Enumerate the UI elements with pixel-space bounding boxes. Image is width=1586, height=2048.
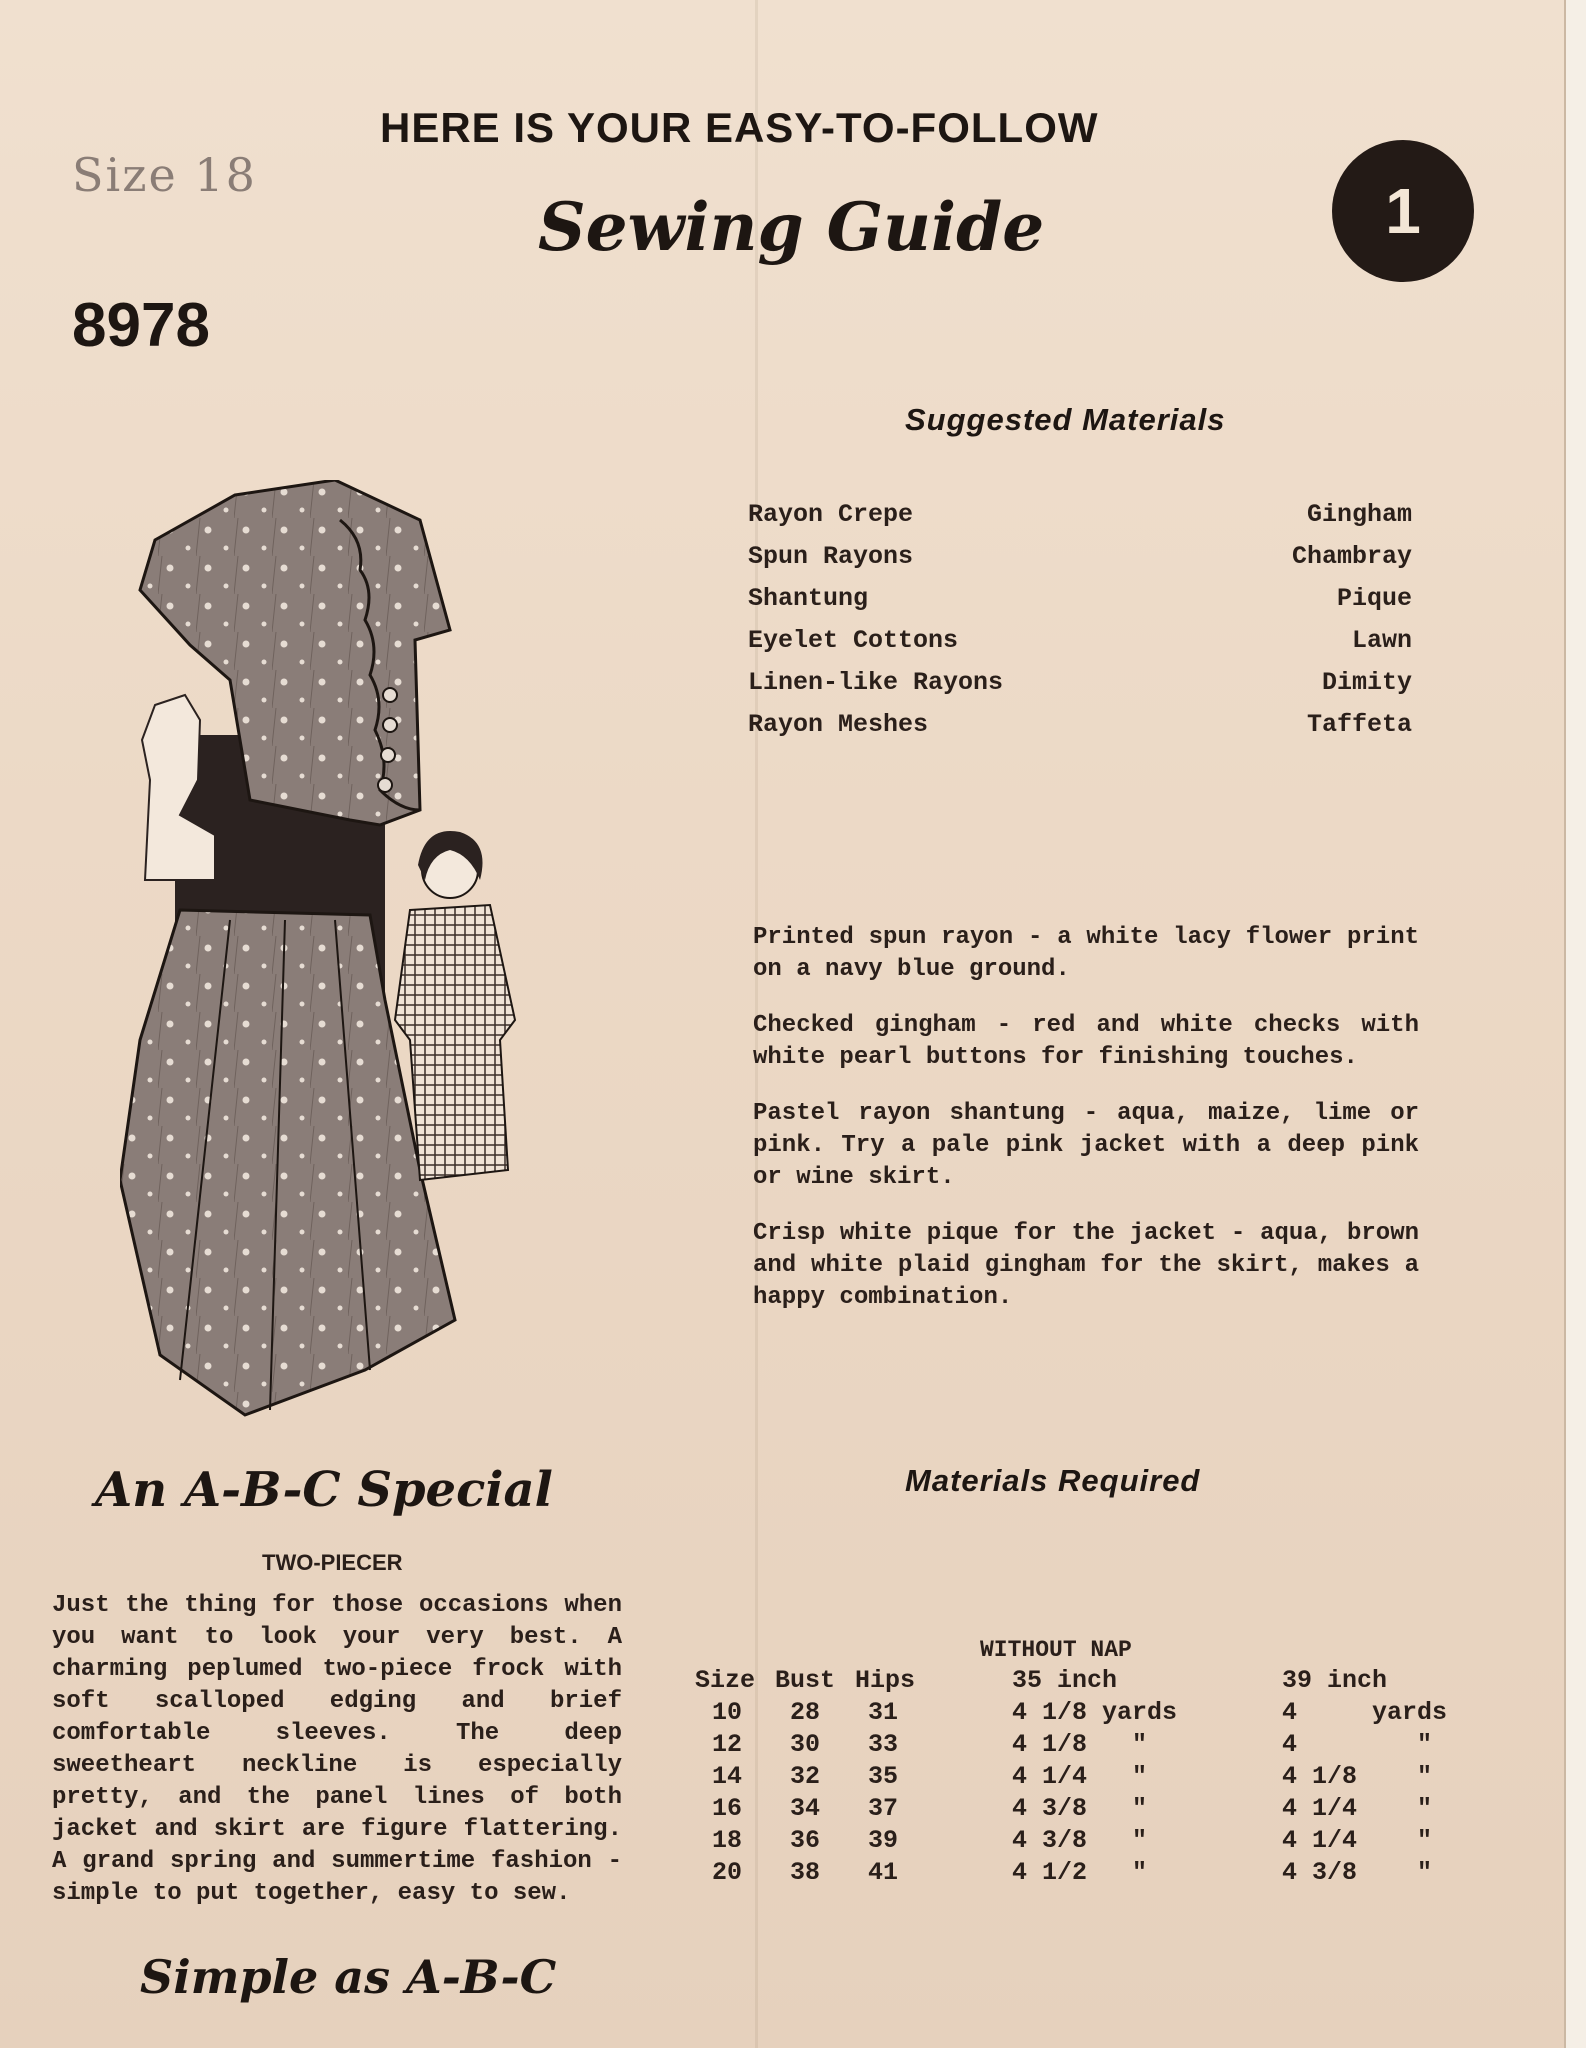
cell-yards-35: 4 1/8 " bbox=[1012, 1730, 1148, 1759]
materials-required-heading: Materials Required bbox=[905, 1463, 1201, 1498]
size-stamp: Size 18 bbox=[72, 148, 257, 202]
cell-yards-39: 4 3/8 " bbox=[1282, 1858, 1433, 1887]
fashion-illustration bbox=[120, 480, 570, 1420]
cell-yards-39: 4 yards bbox=[1282, 1698, 1448, 1727]
cell-bust: 36 bbox=[790, 1826, 821, 1855]
col-header-hips: Hips bbox=[855, 1666, 916, 1695]
cell-hips: 35 bbox=[868, 1762, 899, 1791]
suggested-materials-heading: Suggested Materials bbox=[905, 402, 1226, 437]
material-right: Gingham bbox=[1306, 500, 1412, 529]
cell-bust: 38 bbox=[790, 1858, 821, 1887]
suggestion-paragraph: Crisp white pique for the jacket - aqua, brown and white plaid gingham for the skirt, makes a happy combination. bbox=[753, 1220, 1419, 1311]
cell-size: 18 bbox=[712, 1826, 743, 1855]
material-row bbox=[748, 668, 1412, 710]
without-nap-label: WITHOUT NAP bbox=[980, 1637, 1132, 1663]
cell-bust: 34 bbox=[790, 1794, 821, 1823]
cell-yards-39: 4 1/8 " bbox=[1282, 1762, 1433, 1791]
material-right: Lawn bbox=[1351, 626, 1412, 655]
material-right: Pique bbox=[1336, 584, 1412, 613]
material-row bbox=[748, 584, 1412, 626]
style-name: TWO-PIECER bbox=[262, 1550, 403, 1575]
cell-hips: 39 bbox=[868, 1826, 899, 1855]
col-header-39-inch: 39 inch bbox=[1282, 1666, 1388, 1695]
sewing-guide-title: Sewing Guide bbox=[538, 188, 1045, 266]
material-left: Rayon Meshes bbox=[748, 710, 929, 739]
cell-size: 20 bbox=[712, 1858, 743, 1887]
cell-bust: 30 bbox=[790, 1730, 821, 1759]
cell-hips: 31 bbox=[868, 1698, 899, 1727]
material-right: Dimity bbox=[1321, 668, 1412, 697]
material-row bbox=[748, 500, 1412, 542]
cell-bust: 32 bbox=[790, 1762, 821, 1791]
material-left: Linen-like Rayons bbox=[748, 668, 1004, 697]
suggestion-paragraph: Checked gingham - red and white checks with white pearl buttons for finishing touches. bbox=[753, 1012, 1419, 1071]
material-row bbox=[748, 710, 1412, 752]
paper-edge bbox=[1564, 0, 1586, 2048]
cell-yards-35: 4 3/8 " bbox=[1012, 1826, 1148, 1855]
cell-yards-39: 4 " bbox=[1282, 1730, 1433, 1759]
simple-as-abc-footer: Simple as A-B-C bbox=[140, 1950, 557, 2004]
col-header-bust: Bust bbox=[775, 1666, 836, 1695]
cell-size: 10 bbox=[712, 1698, 743, 1727]
material-row bbox=[748, 626, 1412, 668]
header-title-line: HERE IS YOUR EASY-TO-FOLLOW bbox=[380, 104, 1099, 151]
sheet-number-badge: 1 bbox=[1332, 140, 1474, 282]
cell-yards-35: 4 3/8 " bbox=[1012, 1794, 1148, 1823]
cell-size: 12 bbox=[712, 1730, 743, 1759]
material-left: Rayon Crepe bbox=[748, 500, 914, 529]
cell-yards-35: 4 1/2 " bbox=[1012, 1858, 1148, 1887]
cell-size: 14 bbox=[712, 1762, 743, 1791]
material-right: Chambray bbox=[1291, 542, 1412, 571]
cell-yards-39: 4 1/4 " bbox=[1282, 1826, 1433, 1855]
cell-hips: 41 bbox=[868, 1858, 899, 1887]
style-description: Just the thing for those occasions when you want to look your very best. A charming peplumed two-piece frock with soft scalloped edging and brief comfortable sleeves. The deep sweetheart neckline is especially pretty, and the panel lines of both jacket and skirt are figure flattering. A grand spring and summertime fashion - simple to put together, easy to sew. bbox=[52, 1592, 622, 1907]
material-left: Shantung bbox=[748, 584, 869, 613]
material-left: Spun Rayons bbox=[748, 542, 914, 571]
cell-yards-39: 4 1/4 " bbox=[1282, 1794, 1433, 1823]
fabric-suggestions bbox=[753, 922, 1419, 1336]
col-header-35-inch: 35 inch bbox=[1012, 1666, 1118, 1695]
cell-size: 16 bbox=[712, 1794, 743, 1823]
cell-bust: 28 bbox=[790, 1698, 821, 1727]
cell-yards-35: 4 1/4 " bbox=[1012, 1762, 1148, 1791]
material-right: Taffeta bbox=[1306, 710, 1412, 739]
abc-special-title: An A-B-C Special bbox=[95, 1462, 553, 1518]
col-header-size: Size bbox=[695, 1666, 756, 1695]
cell-yards-35: 4 1/8 yards bbox=[1012, 1698, 1178, 1727]
material-row bbox=[748, 542, 1412, 584]
material-left: Eyelet Cottons bbox=[748, 626, 959, 655]
suggested-materials-list bbox=[748, 500, 1412, 752]
suggestion-paragraph: Pastel rayon shantung - aqua, maize, lime or pink. Try a pale pink jacket with a deep pink or wine skirt. bbox=[753, 1100, 1419, 1191]
cell-hips: 33 bbox=[868, 1730, 899, 1759]
suggestion-paragraph: Printed spun rayon - a white lacy flower print on a navy blue ground. bbox=[753, 924, 1419, 983]
cell-hips: 37 bbox=[868, 1794, 899, 1823]
pattern-number: 8978 bbox=[72, 291, 210, 360]
